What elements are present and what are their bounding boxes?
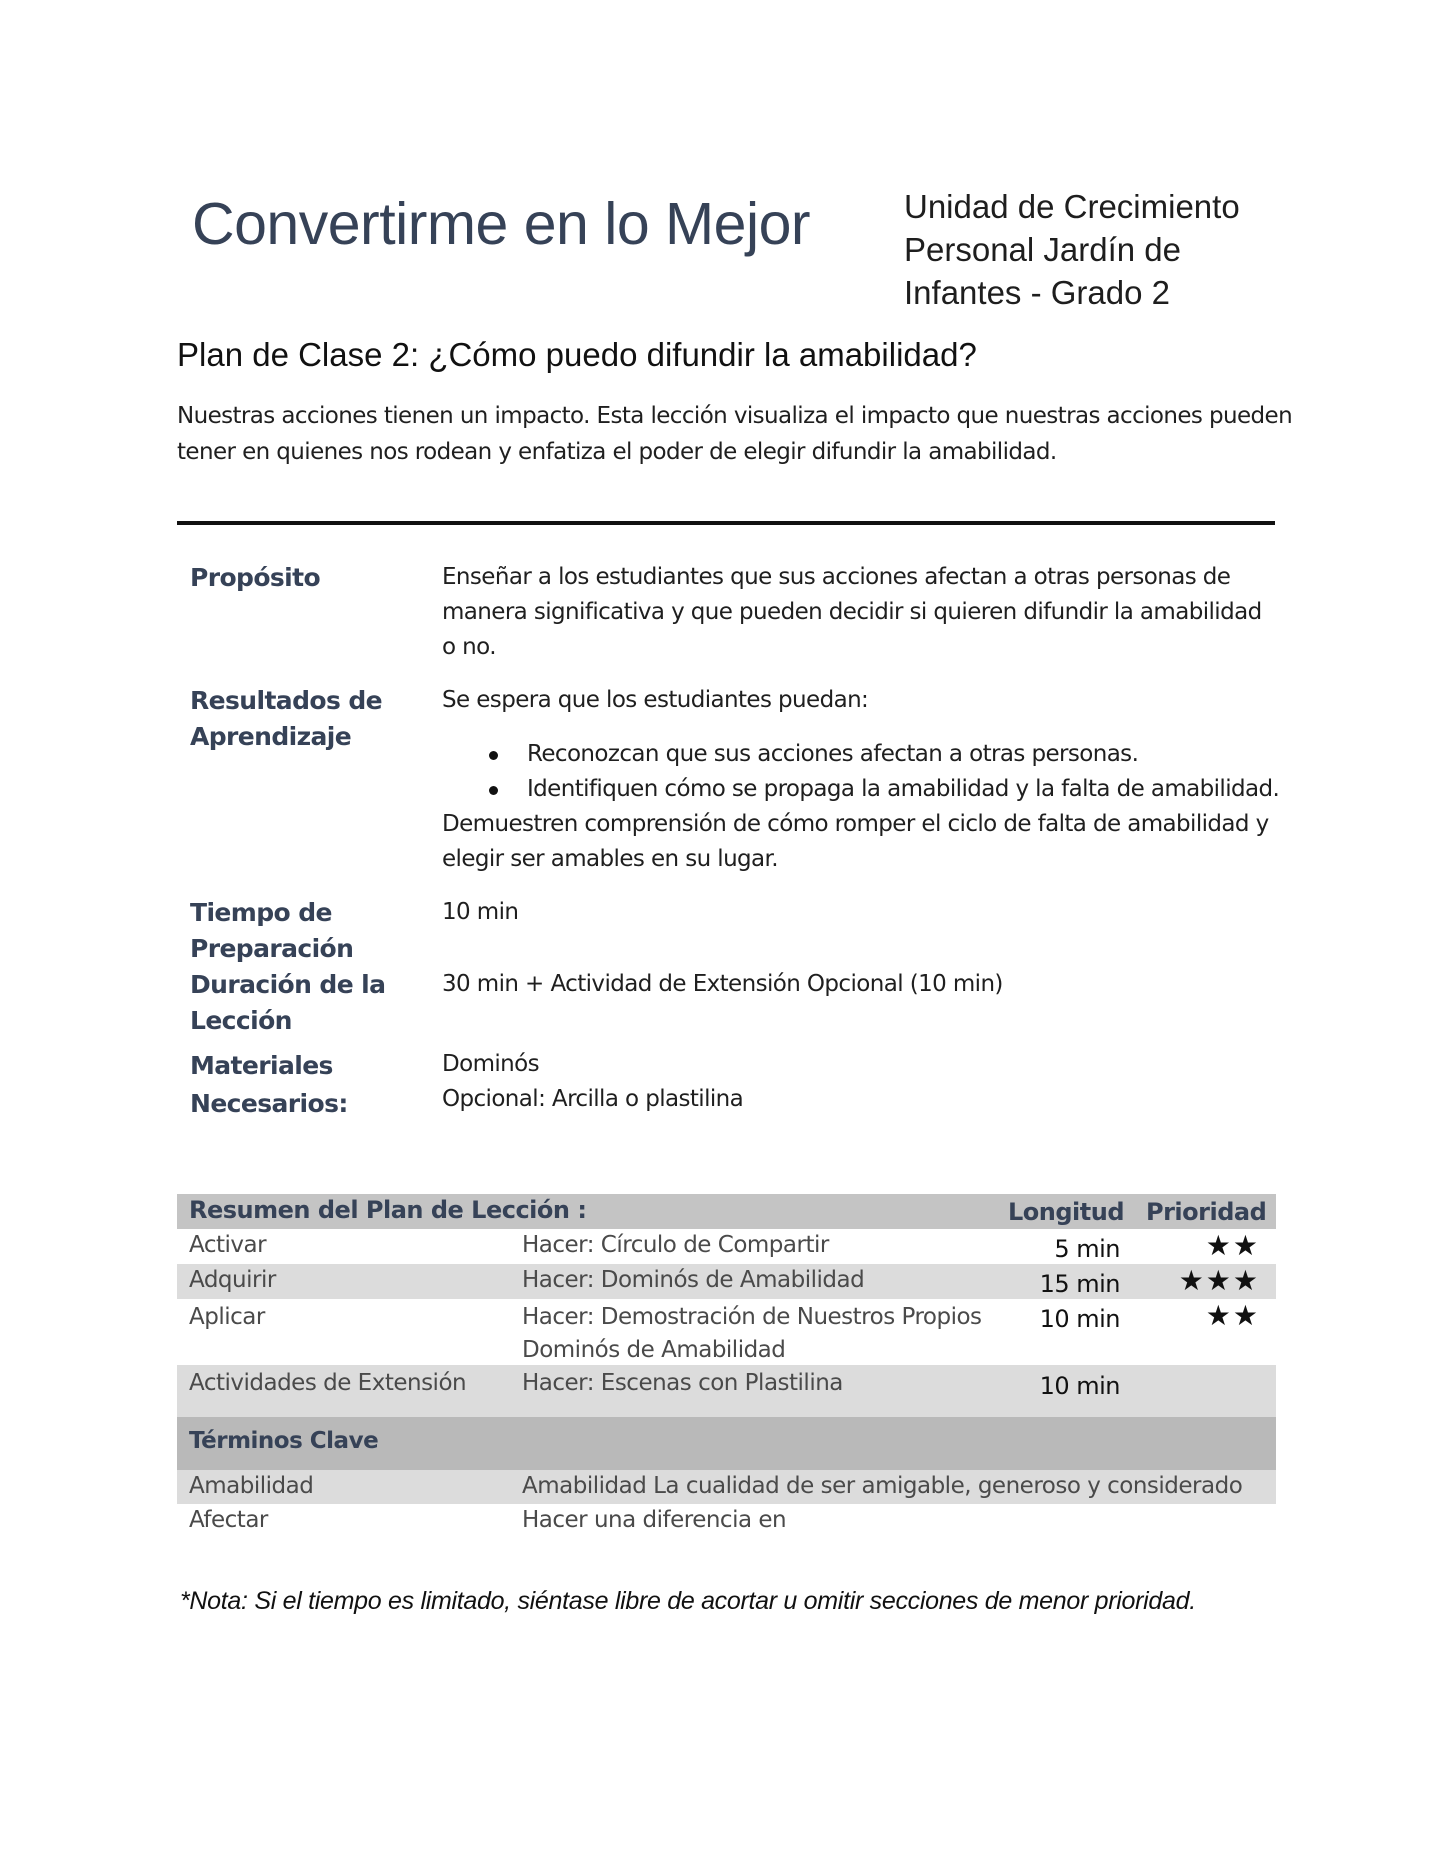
intro-line: tener en quienes nos rodean y enfatiza el poder de elegir difundir la amabilidad.	[177, 439, 1057, 465]
table-row	[177, 1504, 1276, 1538]
list-item: Identifiquen cómo se propaga la amabilidad y la falta de amabilidad.	[442, 772, 1282, 807]
duration-label: Duración de la Lección	[190, 970, 386, 1035]
priority-header: Prioridad	[1146, 1198, 1267, 1226]
summary-header-label: Resumen del Plan de Lección :	[189, 1196, 587, 1224]
divider	[177, 521, 1275, 525]
table-row	[177, 1470, 1276, 1504]
list-item: Reconozcan que sus acciones afectan a otras personas.	[442, 737, 1282, 772]
priority-stars: ★★	[1205, 1229, 1260, 1262]
purpose-text: Enseñar a los estudiantes que sus acciones afectan a otras personas de manera significativa y que pueden decidir si quieren difundir la amabilidad o no.	[442, 564, 1262, 660]
footnote: *Nota: Si el tiempo es limitado, siéntase libre de acortar u omitir secciones de menor prioridad.	[180, 1587, 1196, 1615]
unit-line: Infantes - Grado 2	[904, 274, 1170, 311]
materials-line: Opcional: Arcilla o plastilina	[442, 1086, 744, 1112]
purpose-label: Propósito	[190, 563, 321, 592]
activity-cell: Hacer: Dominós de Amabilidad	[522, 1267, 865, 1293]
term-cell: Afectar	[189, 1507, 268, 1533]
outcomes-extra: Demuestren comprensión de cómo romper el ciclo de falta de amabilidad y elegir ser amables en su lugar.	[442, 811, 1269, 872]
duration-value: 30 min + Actividad de Extensión Opcional (10 min)	[442, 971, 1003, 997]
prep-value: 10 min	[442, 899, 519, 925]
definition-cell: Hacer una diferencia en	[522, 1507, 787, 1533]
table-row	[177, 1264, 1276, 1299]
length-cell: 10 min	[1039, 1372, 1120, 1400]
intro-paragraph	[177, 398, 1297, 470]
materials-value	[442, 1047, 1272, 1117]
phase-cell: Aplicar	[189, 1304, 265, 1330]
length-cell: 10 min	[1039, 1305, 1120, 1333]
priority-stars: ★★★	[1178, 1264, 1260, 1297]
unit-info	[904, 185, 1324, 314]
table-row	[177, 1365, 1276, 1417]
materials-line: Dominós	[442, 1051, 540, 1077]
definition-cell: Amabilidad La cualidad de ser amigable, generoso y considerado	[522, 1473, 1243, 1499]
key-terms-header	[177, 1417, 1276, 1470]
plan-title: Plan de Clase 2: ¿Cómo puedo difundir la amabilidad?	[177, 336, 977, 373]
table-row	[177, 1229, 1276, 1264]
outcomes-intro: Se espera que los estudiantes puedan:	[442, 687, 869, 713]
key-terms-label: Términos Clave	[189, 1428, 379, 1454]
table-row	[177, 1299, 1276, 1365]
length-cell: 5 min	[1054, 1235, 1120, 1263]
outcomes-block	[442, 683, 1282, 877]
outcomes-list	[442, 737, 1282, 807]
priority-stars: ★★	[1205, 1299, 1260, 1332]
lesson-summary-table	[177, 1194, 1276, 1538]
page-title: Convertirme en lo Mejor	[192, 191, 811, 257]
phase-cell: Activar	[189, 1232, 267, 1258]
length-cell: 15 min	[1039, 1270, 1120, 1298]
activity-cell: Hacer: Círculo de Compartir	[522, 1232, 829, 1258]
activity-cell: Hacer: Demostración de Nuestros Propios Dominós de Amabilidad	[522, 1304, 982, 1363]
phase-cell: Actividades de Extensión	[189, 1370, 467, 1396]
unit-line: Personal Jardín de	[904, 231, 1182, 268]
activity-cell: Hacer: Escenas con Plastilina	[522, 1370, 843, 1396]
materials-label: Materiales Necesarios:	[190, 1051, 348, 1118]
prep-label: Tiempo de Preparación	[190, 898, 354, 963]
phase-cell: Adquirir	[189, 1267, 276, 1293]
length-header: Longitud	[1008, 1198, 1125, 1226]
table-header	[177, 1194, 1276, 1229]
unit-line: Unidad de Crecimiento	[904, 188, 1240, 225]
outcomes-label: Resultados de Aprendizaje	[190, 686, 382, 751]
intro-line: Nuestras acciones tienen un impacto. Esta lección visualiza el impacto que nuestras acciones pueden	[177, 403, 1293, 429]
term-cell: Amabilidad	[189, 1473, 314, 1499]
